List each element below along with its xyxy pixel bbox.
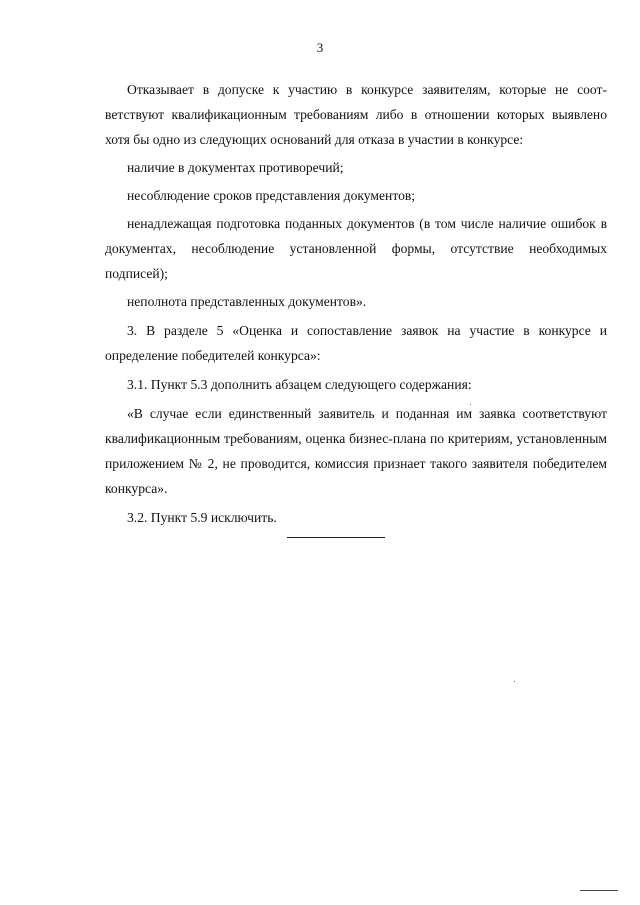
corner-mark-line [580,890,618,891]
paragraph-refusal-grounds: Отказывает в допуске к участию в конкурсе заявителям, которые не соответствуют квалификационным требованиям либо в отношении которых выявлено хотя бы одно из следующих оснований для отказа в участии в конкурсе: [105,82,607,147]
page-number: 3 [316,40,324,55]
paragraph-contradictions: наличие в документах противоречий; [127,160,344,175]
paragraph-clause-5-3: 3.1. Пункт 5.3 дополнить абзацем следующего содержания: [127,377,472,392]
paragraph-single-applicant: «В случае если единственный заявитель и поданная им заявка соответствуют квалификационным требованиям, оценка бизнес-плана по критериям, установленным приложением № 2, не проводится, комиссия признает такого заявителя победителем конкурса». [105,406,607,496]
paragraph-improper-preparation: ненадлежащая подготовка поданных документов (в том числе наличие ошибок в документах, несоблюдение установленной формы, отсутствие необходимых подписей); [105,216,607,281]
paragraph-clause-5-9: 3.2. Пункт 5.9 исключить. [127,510,277,525]
scan-speck [514,681,515,682]
document-body [105,77,607,530]
scan-speck [470,404,471,405]
paragraph-deadlines: несоблюдение сроков представления документов; [127,188,416,203]
end-of-text-rule [287,537,385,538]
paragraph-section-5: 3. В разделе 5 «Оценка и сопоставление заявок на участие в конкурсе и определение победителей конкурса»: [105,323,607,363]
paragraph-incompleteness: неполнота представленных документов». [127,294,367,309]
